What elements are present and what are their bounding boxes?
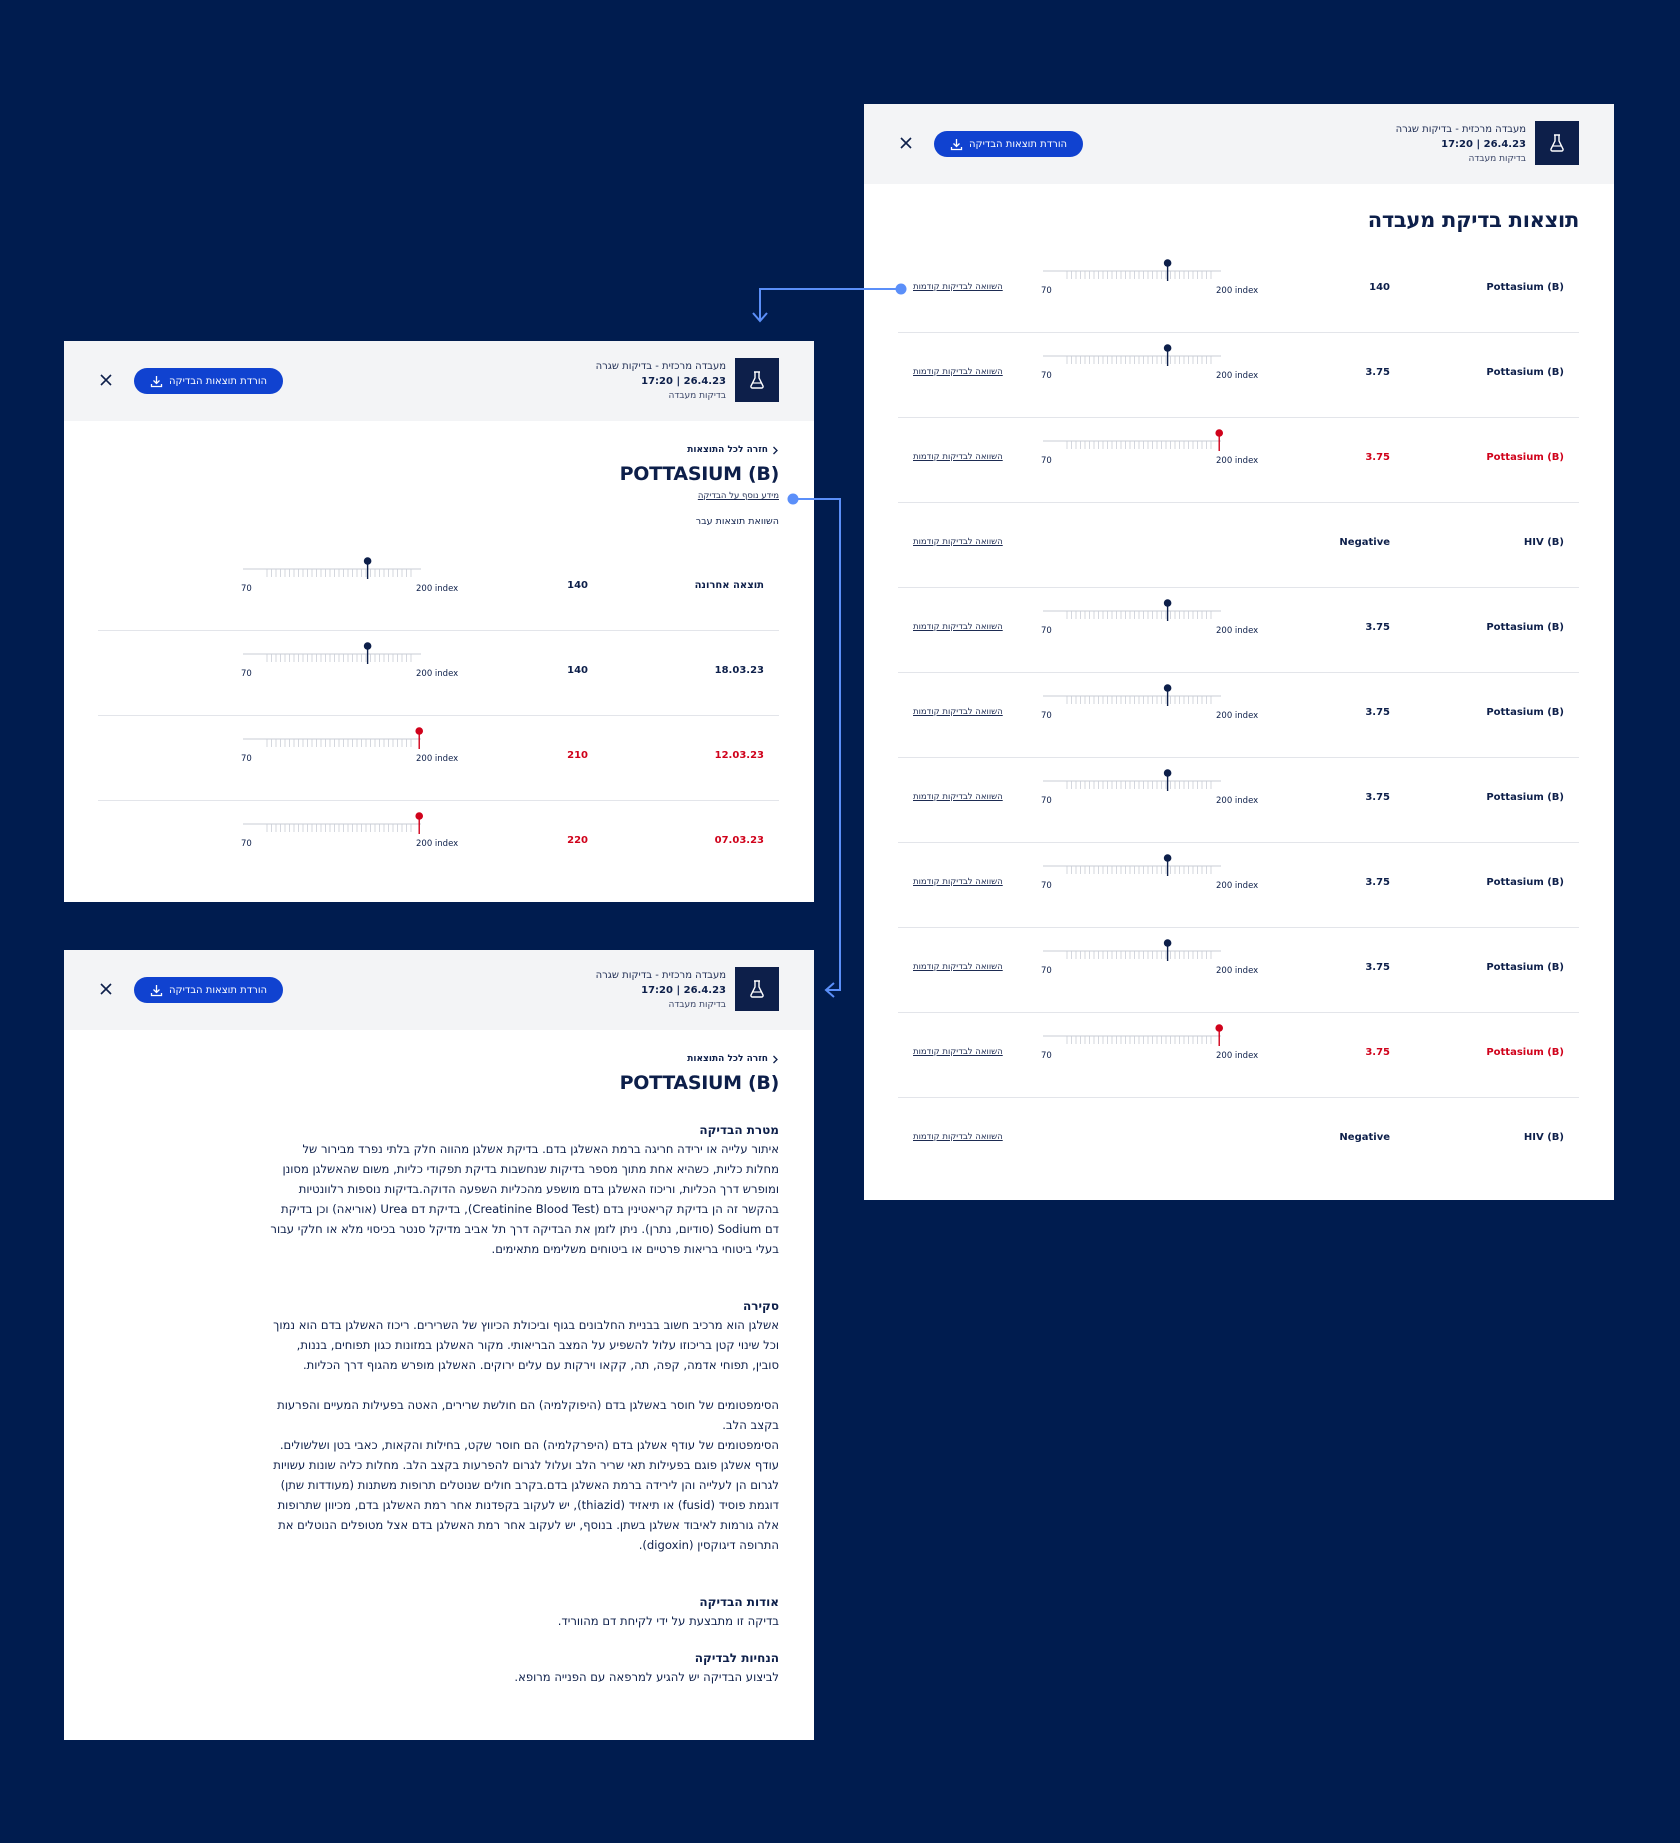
test-title: POTTASIUM (B) [619, 1072, 779, 1094]
range-track [1041, 937, 1241, 967]
range-min-label: 70 [1041, 796, 1052, 806]
overview-heading: סקירה [743, 1299, 779, 1313]
value-marker-dot [415, 812, 423, 820]
test-value: 3.75 [1365, 877, 1390, 888]
range-max-label: 200 index [1216, 456, 1259, 466]
range-max-label: 200 index [416, 839, 459, 849]
test-name: Pottasium (B) [1486, 367, 1564, 378]
back-to-results-link[interactable] [687, 1054, 779, 1064]
lab-name: מעבדה מרכזית - בדיקות שגרה [1395, 124, 1526, 135]
range-track [1041, 257, 1241, 287]
range-scale [1041, 597, 1261, 637]
history-row [98, 801, 779, 886]
test-value: 3.75 [1365, 622, 1390, 633]
back-to-results-link[interactable] [687, 445, 779, 455]
test-category: בדיקות מעבדה [668, 1000, 726, 1010]
value-marker-dot [1164, 684, 1172, 692]
range-scale [1041, 1022, 1261, 1062]
result-date: 07.03.23 [714, 835, 764, 846]
range-max-label: 200 index [416, 669, 459, 679]
compare-previous-link[interactable]: השוואה לבדיקות קודמות [913, 707, 1003, 717]
value-marker-dot [1164, 344, 1172, 352]
range-scale [1041, 937, 1261, 977]
result-row[interactable] [898, 843, 1579, 928]
range-scale [1041, 852, 1261, 892]
page-title: תוצאות בדיקת מעבדה [1367, 208, 1579, 232]
range-min-label: 70 [1041, 1051, 1052, 1061]
range-scale [1041, 682, 1261, 722]
instructions-heading: הנחיות לבדיקה [694, 1651, 779, 1665]
result-row[interactable] [898, 248, 1579, 333]
overview-text: אשלגן הוא מרכיב חשוב בבניית החלבונים בגוף וביכולת הכיווץ של השרירים. ריכוז האשלגן בדם הוא נמוך וכל שינוי קטן בריכוזו עלול להשפיע על המצב הבריאותי. מקור האשלגן במזונות כגון תפוחים, בננות, סובין, תפוחי אדמה, קפה, תה, קקאו וירקות עם עלים ירוקים. האשלגן מופרש מהגוף דרך הכליות. [273, 1318, 779, 1372]
range-scale [1041, 257, 1261, 297]
range-min-label: 70 [241, 584, 252, 594]
result-date: תוצאה אחרונה [694, 580, 764, 591]
value-marker-dot [1164, 599, 1172, 607]
compare-previous-link[interactable]: השוואה לבדיקות קודמות [913, 792, 1003, 802]
test-value: 3.75 [1365, 1047, 1390, 1058]
range-track [241, 555, 441, 585]
range-min-label: 70 [241, 754, 252, 764]
close-icon[interactable] [98, 372, 114, 388]
test-value: 140 [1369, 282, 1390, 293]
compare-previous-link[interactable]: השוואה לבדיקות קודמות [913, 1047, 1003, 1057]
result-row[interactable] [898, 673, 1579, 758]
range-min-label: 70 [1041, 711, 1052, 721]
range-track [1041, 682, 1241, 712]
test-name: Pottasium (B) [1486, 1047, 1564, 1058]
range-track [1041, 427, 1241, 457]
test-category: בדיקות מעבדה [668, 391, 726, 401]
chevron-right-icon [772, 446, 779, 455]
range-min-label: 70 [1041, 626, 1052, 636]
panel-header [864, 104, 1614, 184]
value-marker-dot [1215, 429, 1223, 437]
test-value: 3.75 [1365, 962, 1390, 973]
instructions-text: לביצוע הבדיקה יש להגיע למרפאה עם הפנייה מרופא. [514, 1670, 779, 1684]
range-track [1041, 767, 1241, 797]
about-text: בדיקה זו מתבצעת על ידי לקיחת דם מהווריד. [557, 1614, 779, 1628]
value-marker-dot [364, 642, 372, 650]
about-heading: אודות הבדיקה [699, 1595, 779, 1609]
test-title: POTTASIUM (B) [619, 463, 779, 485]
purpose-text: איתור עלייה או ירידה חריגה ברמת האשלגן בדם. בדיקת אשלגן מהווה חלק בלתי נפרד מבירור של מחלות כליות, כשהיא אחת מתוך מספר בדיקות שנחשבות בדיקת תפקודי כליות, משום שהאשלגן מסונן ומופרש דרך הכליות, וריכוז האשלגן בדם מושפע מהכליות השפעה הדוקה.בדיקות נוספות רלוונטיות בהקשר זה הן בדיקת קריאטינין בדם (Creatinine Blood Test), בדיקת דם Urea (אוריאה) וכן בדיקת דם Sodium (סודיום, נתרן). ניתן לזמן את הבדיקה דרך תל אביב מדיקל סנטר בכיסוי מלא או חלקי עבור בעלי ביטוחי בריאות פרטיים או ביטוחים משלימים מתאימים. [270, 1142, 779, 1256]
compare-label: השוואת תוצאות עבר [695, 516, 779, 527]
range-min-label: 70 [1041, 456, 1052, 466]
result-value: 210 [567, 750, 588, 761]
test-name: Pottasium (B) [1486, 792, 1564, 803]
test-description [269, 1123, 779, 1687]
result-datetime: 26.4.23 | 17:20 [641, 985, 726, 996]
compare-previous-link[interactable]: השוואה לבדיקות קודמות [913, 622, 1003, 632]
compare-panel [64, 341, 814, 902]
range-min-label: 70 [1041, 881, 1052, 891]
compare-previous-link[interactable]: השוואה לבדיקות קודמות [913, 877, 1003, 887]
value-marker-dot [1164, 769, 1172, 777]
download-results-button[interactable] [134, 368, 283, 394]
download-results-button[interactable] [934, 131, 1083, 157]
flask-icon [735, 967, 779, 1011]
range-max-label: 200 index [416, 754, 459, 764]
panel-header [64, 341, 814, 421]
compare-previous-link[interactable]: השוואה לבדיקות קודמות [913, 452, 1003, 462]
value-marker-dot [1215, 1024, 1223, 1032]
result-date: 12.03.23 [714, 750, 764, 761]
range-scale [241, 810, 461, 850]
value-marker-dot [1164, 854, 1172, 862]
purpose-heading: מטרת הבדיקה [699, 1123, 779, 1137]
range-scale [1041, 767, 1261, 807]
header-info [1396, 122, 1526, 167]
range-scale [1041, 342, 1261, 382]
range-track [1041, 1022, 1241, 1052]
range-max-label: 200 index [1216, 371, 1259, 381]
range-track [241, 810, 441, 840]
compare-previous-link[interactable]: השוואה לבדיקות קודמות [913, 537, 1003, 547]
range-min-label: 70 [1041, 286, 1052, 296]
compare-previous-link[interactable]: השוואה לבדיקות קודמות [913, 1132, 1003, 1142]
result-row[interactable] [898, 758, 1579, 843]
range-min-label: 70 [1041, 966, 1052, 976]
range-max-label: 200 index [1216, 1051, 1259, 1061]
history-row [98, 716, 779, 801]
hyperkalemia-text: הסימפטומים של עודף אשלגן בדם (היפרקלמיה) הם חוסר שקט, בחילות והקאות, כאבי בטן ושלשולים. עודף אשלגן פוגם בפעילות תאי שריר הלב ועלול לגרום להפרעות בקצב הלב. מחלות כליה שונות עשויות לגרום הן לעלייה והן לירידה ברמת האשלגן בדם.בקרב חולים שנוטלים תרופות משתנות (מעודדות שתן) דוגמת פוסיד (fusid) או תיאזיד (thiazid), יש לעקוב בקפדנות אחר רמת האשלגן בדם, מכיוון שתרופות אלה גורמות לאיבוד אשלגן בשתן. בנוסף, יש לעקוב אחר רמת האשלגן בדם אצל מטופלים הנוטלים את התרופה דיגוקסין (digoxin). [273, 1438, 779, 1552]
range-track [1041, 852, 1241, 882]
header-info [596, 359, 726, 404]
download-label: הורדת תוצאות הבדיקה [168, 984, 268, 996]
result-value: 140 [567, 665, 588, 676]
range-scale [241, 640, 461, 680]
download-icon [150, 375, 163, 388]
back-label: חזרה לכל התוצאות [687, 1054, 768, 1064]
hypokalemia-text: הסימפטומים של חוסר באשלגן בדם (היפוקלמיה) הם חולשת שרירים, האטה בפעילות המעיים והפרעות בקצב הלב. [277, 1398, 779, 1432]
range-max-label: 200 index [1216, 966, 1259, 976]
test-value: Negative [1339, 1132, 1390, 1143]
lab-results-panel [864, 104, 1614, 1200]
download-label: הורדת תוצאות הבדיקה [168, 375, 268, 387]
result-value: 140 [567, 580, 588, 591]
lab-name: מעבדה מרכזית - בדיקות שגרה [595, 970, 726, 981]
flask-icon [735, 358, 779, 402]
value-marker-dot [364, 557, 372, 565]
range-track [241, 640, 441, 670]
range-min-label: 70 [1041, 371, 1052, 381]
range-max-label: 200 index [1216, 626, 1259, 636]
range-min-label: 70 [241, 839, 252, 849]
range-track [1041, 342, 1241, 372]
download-label: הורדת תוצאות הבדיקה [968, 138, 1068, 150]
result-row[interactable] [898, 588, 1579, 673]
range-max-label: 200 index [1216, 796, 1259, 806]
history-row [98, 631, 779, 716]
result-row[interactable] [898, 1013, 1579, 1098]
test-name: HIV (B) [1523, 537, 1564, 548]
result-value: 220 [567, 835, 588, 846]
range-max-label: 200 index [1216, 286, 1259, 296]
range-scale [1041, 427, 1261, 467]
test-name: Pottasium (B) [1486, 282, 1564, 293]
close-icon[interactable] [898, 135, 914, 151]
compare-previous-link[interactable]: השוואה לבדיקות קודמות [913, 282, 1003, 292]
value-marker-dot [1164, 939, 1172, 947]
download-results-button[interactable] [134, 977, 283, 1003]
back-label: חזרה לכל התוצאות [687, 445, 768, 455]
range-scale [241, 725, 461, 765]
download-icon [150, 984, 163, 997]
test-name: Pottasium (B) [1486, 452, 1564, 463]
result-row[interactable] [898, 928, 1579, 1013]
range-max-label: 200 index [1216, 881, 1259, 891]
range-max-label: 200 index [1216, 711, 1259, 721]
value-marker-dot [415, 727, 423, 735]
compare-previous-link[interactable]: השוואה לבדיקות קודמות [913, 962, 1003, 972]
header-info [596, 968, 726, 1013]
test-value: 3.75 [1365, 452, 1390, 463]
flask-icon [1535, 121, 1579, 165]
range-max-label: 200 index [416, 584, 459, 594]
compare-previous-link[interactable]: השוואה לבדיקות קודמות [913, 367, 1003, 377]
test-category: בדיקות מעבדה [1468, 154, 1526, 164]
test-name: Pottasium (B) [1486, 962, 1564, 973]
test-name: Pottasium (B) [1486, 877, 1564, 888]
result-row[interactable] [898, 503, 1579, 588]
result-row[interactable] [898, 1098, 1579, 1183]
test-name: Pottasium (B) [1486, 622, 1564, 633]
history-row [98, 546, 779, 631]
value-marker-dot [1164, 259, 1172, 267]
range-scale [241, 555, 461, 595]
result-datetime: 26.4.23 | 17:20 [641, 376, 726, 387]
test-name: HIV (B) [1523, 1132, 1564, 1143]
result-row[interactable] [898, 418, 1579, 503]
test-name: Pottasium (B) [1486, 707, 1564, 718]
lab-name: מעבדה מרכזית - בדיקות שגרה [595, 361, 726, 372]
range-track [1041, 597, 1241, 627]
chevron-right-icon [772, 1055, 779, 1064]
range-track [241, 725, 441, 755]
test-info-panel [64, 950, 814, 1740]
panel-header [64, 950, 814, 1030]
test-value: 3.75 [1365, 792, 1390, 803]
test-value: 3.75 [1365, 707, 1390, 718]
download-icon [950, 138, 963, 151]
range-min-label: 70 [241, 669, 252, 679]
more-info-link[interactable]: מידע נוסף על הבדיקה [697, 491, 779, 501]
result-date: 18.03.23 [714, 665, 764, 676]
test-value: Negative [1339, 537, 1390, 548]
close-icon[interactable] [98, 981, 114, 997]
result-datetime: 26.4.23 | 17:20 [1441, 139, 1526, 150]
result-row[interactable] [898, 333, 1579, 418]
test-value: 3.75 [1365, 367, 1390, 378]
